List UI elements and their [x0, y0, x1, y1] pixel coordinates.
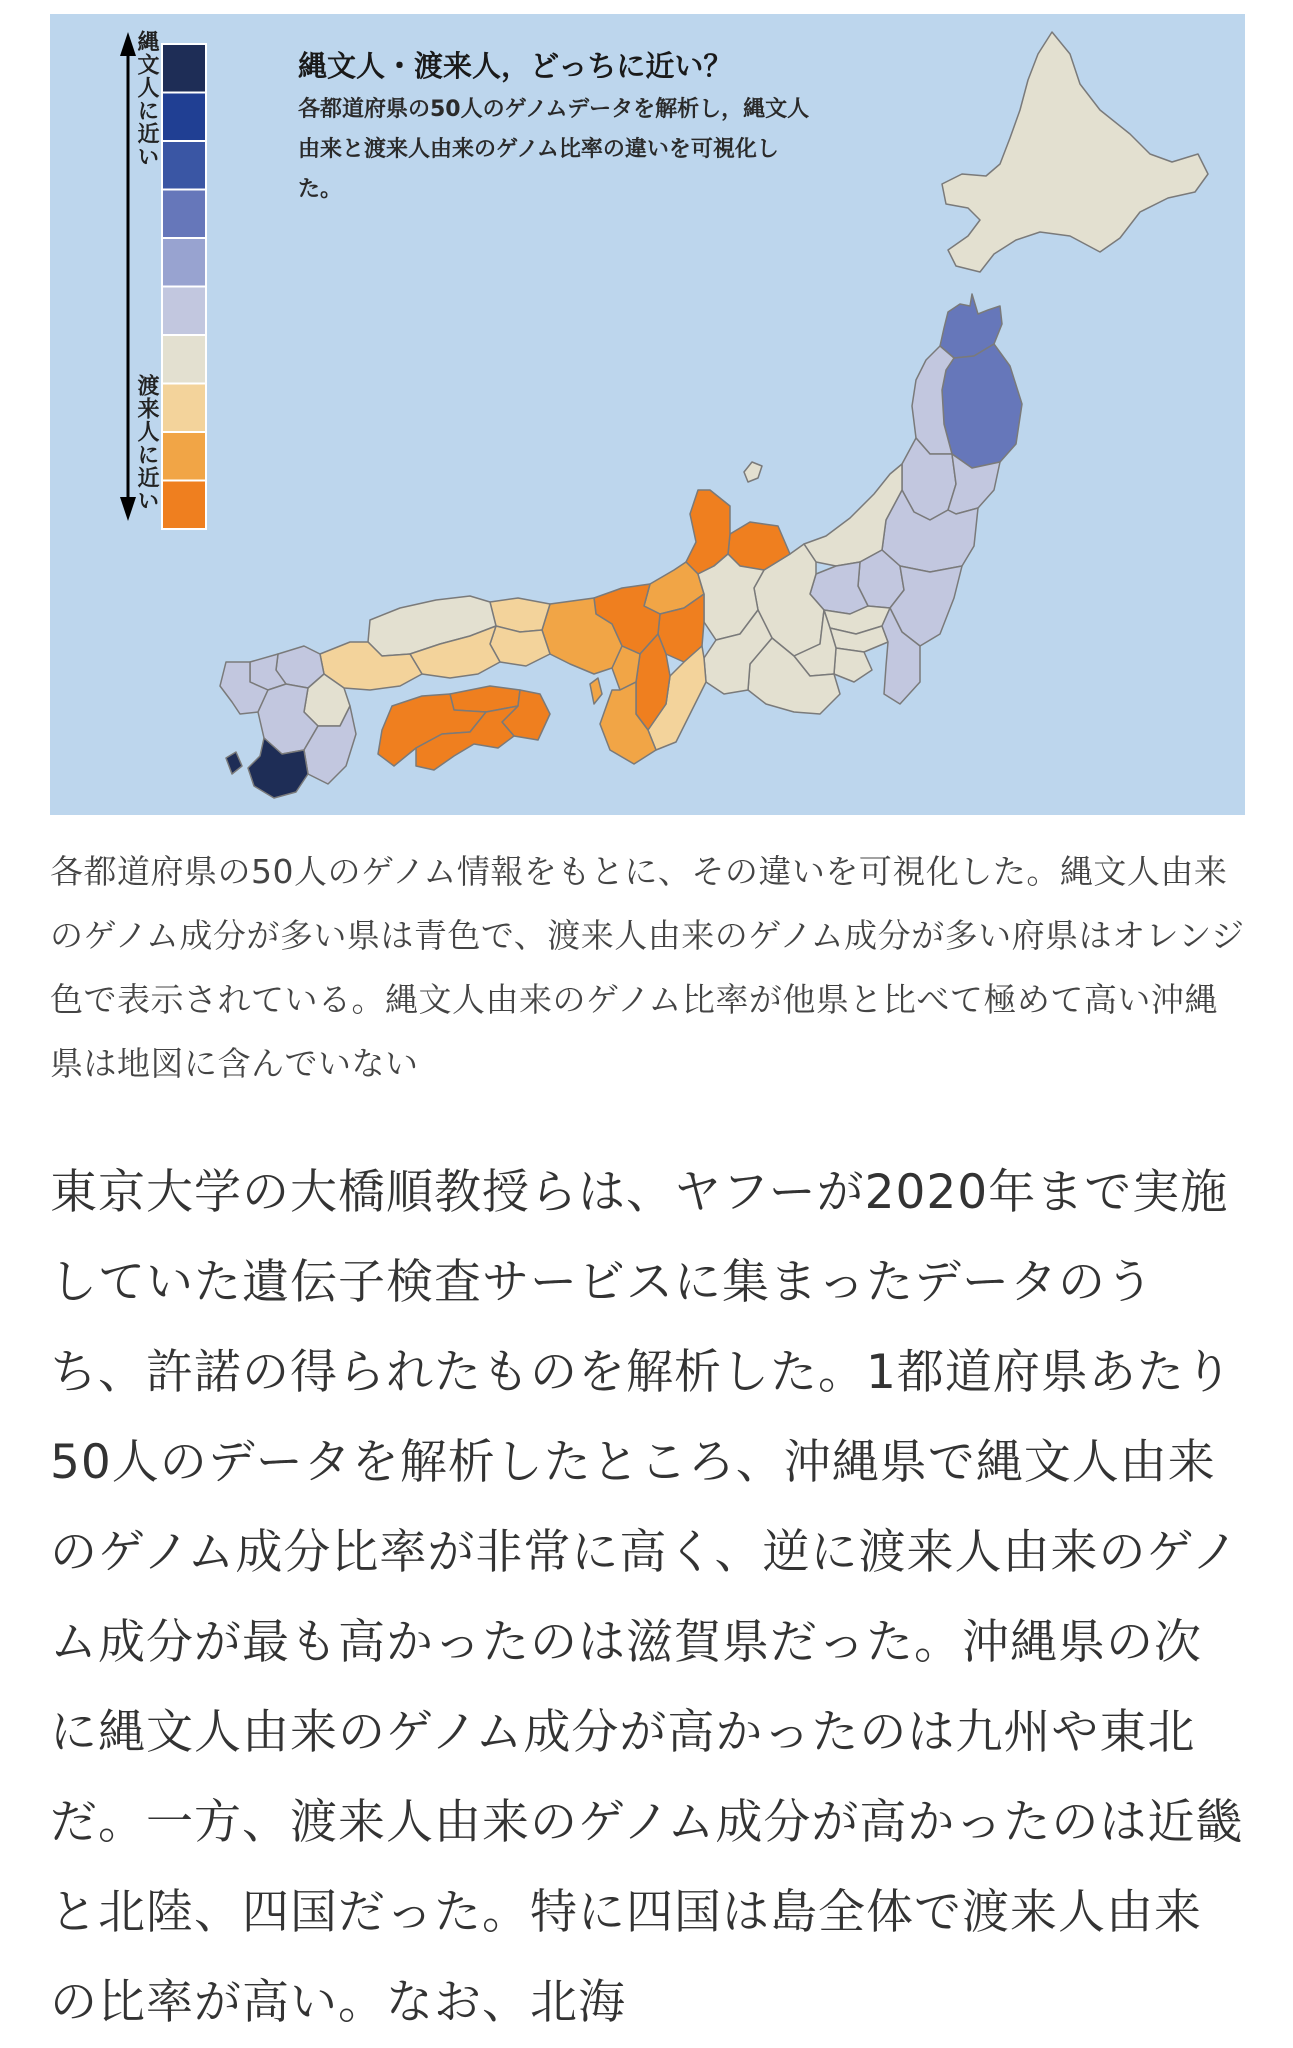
- legend-swatch: [162, 335, 206, 384]
- legend-swatch: [162, 141, 206, 190]
- legend-swatch: [162, 93, 206, 142]
- legend-top-label: 縄文人に近い: [134, 30, 159, 168]
- legend-swatch: [162, 190, 206, 239]
- legend-bottom-label: 渡来人に近い: [134, 374, 159, 512]
- legend-swatch: [162, 238, 206, 287]
- legend-swatch: [162, 481, 206, 530]
- genome-map-figure: [50, 14, 1245, 815]
- chart-subtitle: 各都道府県の50人のゲノムデータを解析し，縄文人由来と渡来人由来のゲノム比率の違いを可視化した。: [298, 97, 810, 202]
- legend-swatch: [162, 432, 206, 481]
- figure-caption: 各都道府県の50人のゲノム情報をもとに、その違いを可視化した。縄文人由来のゲノム成分が多い県は青色で、渡来人由来のゲノム成分が多い府県はオレンジ色で表示されている。縄文人由来のゲノム比率が他県と比べて極めて高い沖縄県は地図に含んでいない: [50, 852, 1245, 1083]
- chart-title: 縄文人・渡来人，どっちに近い？: [298, 49, 733, 83]
- legend-swatch: [162, 287, 206, 336]
- legend-swatch: [162, 384, 206, 433]
- legend-swatch: [162, 44, 206, 93]
- article-body: 東京大学の大橋順教授らは、ヤフーが2020年まで実施していた遺伝子検査サービスに集まったデータのうち、許諾の得られたものを解析した。1都道府県あたり50人のデータを解析したところ、沖縄県で縄文人由来のゲノム成分比率が非常に高く、逆に渡来人由来のゲノム成分が最も高かったのは滋賀県だった。沖縄県の次に縄文人由来のゲノム成分が高かったのは九州や東北だ。一方、渡来人由来のゲノム成分が高かったのは近畿と北陸、四国だった。特に四国は島全体で渡来人由来の比率が高い。なお、北海: [50, 1165, 1244, 2030]
- legend-color-scale: [162, 44, 206, 529]
